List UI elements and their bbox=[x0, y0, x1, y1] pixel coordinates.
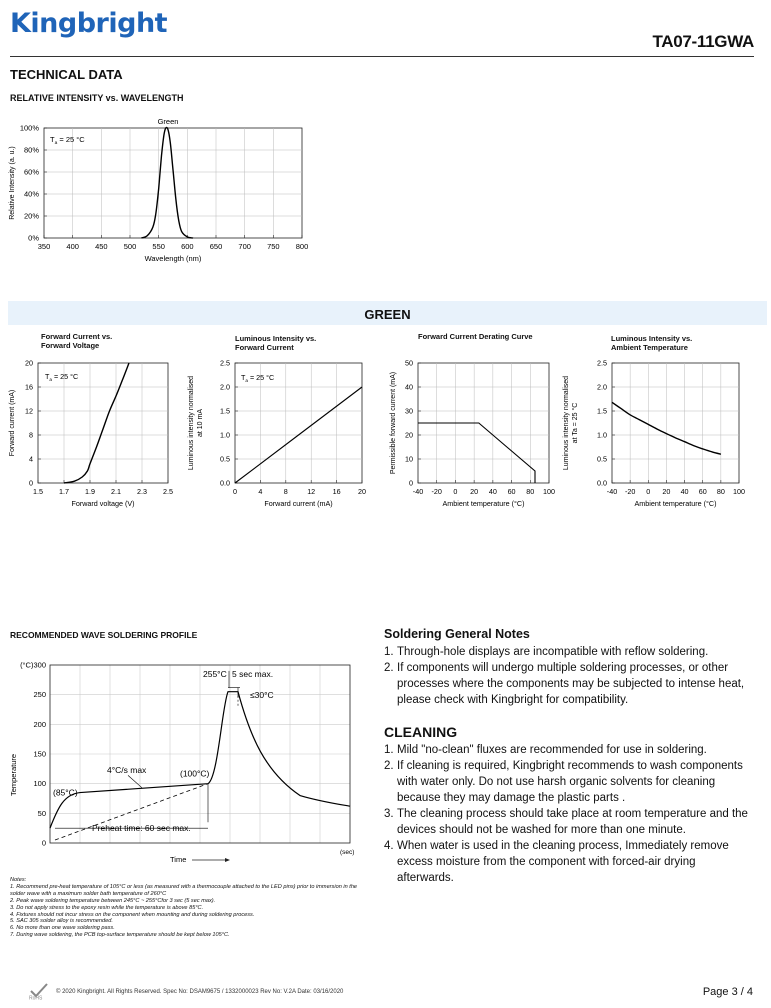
cleaning-note-2: If cleaning is required, Kingbright recommends to wash components with water only. Do not use harsh organic solvents for cleaning because they may damage the plastic parts . bbox=[397, 760, 743, 804]
y-tick-label: 50 bbox=[37, 808, 46, 818]
y-tick-label: 0.5 bbox=[220, 454, 230, 464]
list-item: 2. If components will undergo multiple soldering processes, or other processes where the components may be subjected to intense heat, please check with Kingbright for compatibility. bbox=[384, 662, 745, 706]
plot-frame bbox=[612, 363, 739, 483]
x-tick-label: 1.9 bbox=[85, 487, 95, 496]
x-tick-label: 100 bbox=[543, 487, 555, 496]
y-tick-label: 8 bbox=[29, 430, 33, 440]
y-tick-label: 1.5 bbox=[597, 406, 607, 416]
x-tick-label: 1.5 bbox=[33, 487, 43, 496]
y-tick-label: 0 bbox=[409, 478, 413, 488]
y-tick-label: 250 bbox=[33, 690, 46, 700]
x-tick-label: -20 bbox=[431, 487, 442, 496]
x-tick-label: 20 bbox=[470, 487, 479, 496]
ann-peak: 255°C bbox=[203, 668, 227, 679]
x-tick-label: -20 bbox=[624, 487, 636, 496]
x-tick-label: 650 bbox=[209, 242, 223, 251]
y-tick-label: 20% bbox=[23, 211, 39, 221]
soldering-profile-chart bbox=[0, 655, 372, 870]
y-tick-label: 10 bbox=[405, 454, 413, 464]
x-tick-label: 40 bbox=[488, 487, 497, 496]
x-tick-label: 80 bbox=[716, 487, 725, 496]
condition-label: $T_a = 25$ °C bbox=[50, 135, 85, 146]
y-tick-label: 2.5 bbox=[597, 358, 607, 368]
x-axis-label: Ambient temperature (°C) bbox=[442, 499, 525, 508]
rohs-label: RoHS bbox=[29, 995, 43, 1000]
cleaning-notes bbox=[384, 724, 749, 886]
y-tick-label: 0 bbox=[41, 838, 46, 848]
chart-title-derate bbox=[418, 332, 533, 341]
green-charts bbox=[0, 352, 771, 522]
y-tick-label: 16 bbox=[25, 382, 33, 392]
preheat-label: Preheat time: 60 sec max. bbox=[92, 823, 191, 834]
footer-text: © 2020 Kingbright. All Rights Reserved. Spec No: DSAM9675 / 1332000023 Rev No: V.2A Date: 03/16/2020 bbox=[56, 989, 344, 995]
soldering-notes-title: Soldering General Notes bbox=[384, 627, 530, 641]
x-tick-label: 2.5 bbox=[163, 487, 173, 496]
footnote-6: 6. No more than one wave soldering pass. bbox=[10, 925, 115, 932]
list-item: 1. Through-hole displays are incompatible with reflow soldering. bbox=[384, 646, 709, 658]
y-axis-label: Temperature bbox=[9, 753, 18, 797]
x-tick-label: 0 bbox=[233, 487, 237, 496]
y-tick-label: 30 bbox=[405, 406, 413, 416]
soldering-note-2: If components will undergo multiple soldering processes, or other processes where the components may be subjected to intense heat, please check with Kingbright for compatibility. bbox=[397, 662, 745, 706]
spectrum-title: RELATIVE INTENSITY vs. WAVELENGTH bbox=[10, 93, 184, 103]
y-axis-label: Forward current (mA) bbox=[9, 389, 16, 457]
y-tick-label: 4 bbox=[29, 454, 33, 464]
list-item: 2. If cleaning is required, Kingbright recommends to wash components with water only. Do not use harsh organic solvents for cleaning because they may damage the plastic parts . bbox=[384, 760, 743, 804]
series-line bbox=[418, 423, 535, 483]
list-item: 4. When water is used in the cleaning process, Immediately remove excess moisture from the component with forced-air drying afterwards. bbox=[384, 840, 729, 884]
x-tick-label: 4 bbox=[258, 487, 263, 496]
x-tick-label: -40 bbox=[606, 487, 618, 496]
footnote-4: 4. Fixtures should not incur stress on the component when mounting and during soldering process. bbox=[10, 911, 255, 918]
y-unit-label: (°C)300 bbox=[20, 660, 46, 670]
cleaning-note-4: When water is used in the cleaning process, Immediately remove excess moisture from the component with forced-air drying afterwards. bbox=[397, 840, 729, 884]
chart-title-li bbox=[235, 334, 316, 352]
y-tick-label: 0.5 bbox=[597, 454, 607, 464]
x-axis-label: Forward current (mA) bbox=[264, 499, 333, 508]
x-tick-label: 600 bbox=[181, 242, 194, 251]
y-tick-label: 0.0 bbox=[220, 478, 230, 488]
x-tick-label: 450 bbox=[95, 242, 108, 251]
x-tick-label: 750 bbox=[267, 242, 280, 251]
x-tick-label: 1.7 bbox=[59, 487, 69, 496]
x-unit-label: (sec) bbox=[340, 849, 355, 856]
chart-title-li-line1: Luminous Intensity vs. bbox=[235, 334, 317, 343]
page-number: Page 3 / 4 bbox=[702, 986, 753, 998]
x-tick-label: 60 bbox=[698, 487, 707, 496]
x-tick-label: 500 bbox=[123, 242, 137, 251]
peak-label: Green bbox=[157, 117, 179, 126]
chart-title-lt-line2: Ambient Temperature bbox=[611, 343, 688, 352]
chart-title-lt bbox=[611, 334, 692, 352]
x-tick-label: 350 bbox=[37, 242, 51, 251]
y-tick-label: 0% bbox=[28, 233, 39, 243]
y-tick-label: 20 bbox=[25, 358, 33, 368]
y-tick-label: 40% bbox=[23, 189, 39, 199]
plot-frame bbox=[38, 363, 168, 483]
y-axis-label: at Ta = 25 °C bbox=[572, 402, 579, 444]
section-title: TECHNICAL DATA bbox=[10, 67, 123, 82]
y-tick-label: 1.5 bbox=[220, 406, 230, 416]
y-tick-label: 1.0 bbox=[597, 430, 607, 440]
x-axis-label: Wavelength (nm) bbox=[144, 254, 202, 263]
x-tick-label: -40 bbox=[412, 487, 424, 496]
y-tick-label: 2.0 bbox=[597, 382, 607, 392]
cleaning-note-1: Mild "no-clean" fluxes are recommended for use in soldering. bbox=[397, 744, 707, 756]
x-tick-label: 700 bbox=[238, 242, 251, 251]
y-tick-label: 150 bbox=[33, 749, 46, 759]
series-line bbox=[64, 363, 129, 483]
plot-frame bbox=[44, 128, 302, 238]
y-tick-label: 50 bbox=[405, 358, 413, 368]
chart-title-fv-line1: Forward Current vs. bbox=[41, 332, 113, 341]
x-tick-label: 2.1 bbox=[111, 487, 121, 496]
soldering-note-1: Through-hole displays are incompatible with reflow soldering. bbox=[397, 646, 709, 658]
y-axis-label: Relative Intensity (a. u.) bbox=[9, 146, 16, 220]
y-axis-label: Luminous intensity normalised bbox=[188, 375, 195, 471]
time-arrow-head bbox=[225, 858, 230, 862]
y-tick-label: 80% bbox=[23, 145, 39, 155]
ann-rate: 4°C/s max bbox=[107, 764, 147, 775]
x-tick-label: 800 bbox=[295, 242, 309, 251]
soldering-notes bbox=[384, 626, 749, 708]
footnote-7: 7. During wave soldering, the PCB top-surface temperature should be kept below 105°C. bbox=[10, 932, 230, 939]
green-section-title: GREEN bbox=[364, 307, 411, 322]
rohs-icon bbox=[28, 982, 50, 1000]
ann-5sec: 5 sec max. bbox=[232, 668, 274, 679]
y-tick-label: 2.5 bbox=[220, 358, 230, 368]
x-tick-label: 20 bbox=[662, 487, 671, 496]
y-tick-label: 0 bbox=[29, 478, 33, 488]
brand-logo: Kingbright bbox=[10, 8, 168, 39]
cleaning-note-3: The cleaning process should take place at room temperature and the devices should not be washed for more than one minute. bbox=[397, 808, 748, 836]
x-axis-label: Ambient temperature (°C) bbox=[634, 499, 717, 508]
y-tick-label: 100% bbox=[19, 123, 39, 133]
footnote-5: 5. SAC 305 solder alloy is recommended. bbox=[10, 918, 113, 925]
footnotes-title: Notes: bbox=[10, 877, 27, 883]
y-tick-label: 12 bbox=[25, 406, 33, 416]
condition-label: $T_a = 25$ °C bbox=[241, 373, 275, 383]
x-tick-label: 0 bbox=[453, 487, 458, 496]
header-divider bbox=[10, 56, 754, 57]
part-number: TA07-11GWA bbox=[652, 32, 754, 51]
green-section-band bbox=[8, 301, 767, 325]
footnote-2: 2. Peak wave soldering temperature between 245°C ~ 255°Cfor 3 sec (5 sec max). bbox=[10, 897, 216, 904]
soldering-profile-title: RECOMMENDED WAVE SOLDERING PROFILE bbox=[10, 630, 198, 640]
x-axis-label: Time bbox=[170, 855, 187, 864]
x-tick-label: 40 bbox=[680, 487, 689, 496]
y-axis-label: at 10 mA bbox=[197, 408, 204, 438]
x-tick-label: 60 bbox=[507, 487, 516, 496]
y-tick-label: 60% bbox=[23, 167, 39, 177]
x-tick-label: 400 bbox=[66, 242, 79, 251]
y-tick-label: 1.0 bbox=[220, 430, 230, 440]
y-axis-label: Luminous intensity normalised bbox=[563, 375, 570, 471]
y-tick-label: 200 bbox=[33, 719, 46, 729]
x-axis-label: Forward voltage (V) bbox=[71, 499, 135, 508]
x-tick-label: 550 bbox=[152, 242, 165, 251]
ann-85: (85°C) bbox=[53, 787, 78, 798]
list-item: 1. Mild "no-clean" fluxes are recommended for use in soldering. bbox=[384, 744, 707, 756]
footnotes bbox=[10, 877, 370, 939]
x-tick-label: 100 bbox=[733, 487, 745, 496]
y-axis-label: Permissible forward current (mA) bbox=[390, 371, 397, 475]
x-tick-label: 20 bbox=[358, 487, 366, 496]
x-tick-label: 16 bbox=[332, 487, 341, 496]
condition-label: $T_a = 25$ °C bbox=[45, 372, 79, 382]
ann-30: ≤30°C bbox=[250, 690, 274, 701]
cleaning-title: CLEANING bbox=[384, 724, 458, 740]
series-line bbox=[141, 127, 193, 238]
y-tick-label: 0.0 bbox=[597, 478, 607, 488]
chart-title-li-line2: Forward Current bbox=[235, 343, 294, 352]
x-tick-label: 80 bbox=[526, 487, 535, 496]
y-tick-label: 20 bbox=[405, 430, 413, 440]
chart-title-derate-line1: Forward Current Derating Curve bbox=[418, 332, 533, 341]
y-tick-label: 100 bbox=[33, 779, 46, 789]
chart-title-fv bbox=[41, 332, 112, 350]
x-tick-label: 8 bbox=[283, 487, 288, 496]
x-tick-label: 0 bbox=[646, 487, 651, 496]
footnote-3: 3. Do not apply stress to the epoxy resin while the temperature is above 85°C. bbox=[10, 904, 204, 911]
footnote-1: 1. Recommend pre-heat temperature of 105°C or less (as measured with a thermocouple attached to the LED pins) prior to immersion in the solder wave with a maximum solder bath temperature of 260°C bbox=[10, 883, 358, 897]
spectrum-chart bbox=[0, 110, 330, 270]
y-tick-label: 2.0 bbox=[220, 382, 230, 392]
y-tick-label: 40 bbox=[405, 382, 413, 392]
x-tick-label: 2.3 bbox=[137, 487, 147, 496]
chart-title-lt-line1: Luminous Intensity vs. bbox=[611, 334, 693, 343]
x-tick-label: 12 bbox=[307, 487, 316, 496]
ann-100: (100°C) bbox=[180, 768, 210, 779]
chart-title-fv-line2: Forward Voltage bbox=[41, 341, 100, 350]
list-item: 3. The cleaning process should take place at room temperature and the devices should not be washed for more than one minute. bbox=[384, 808, 748, 836]
